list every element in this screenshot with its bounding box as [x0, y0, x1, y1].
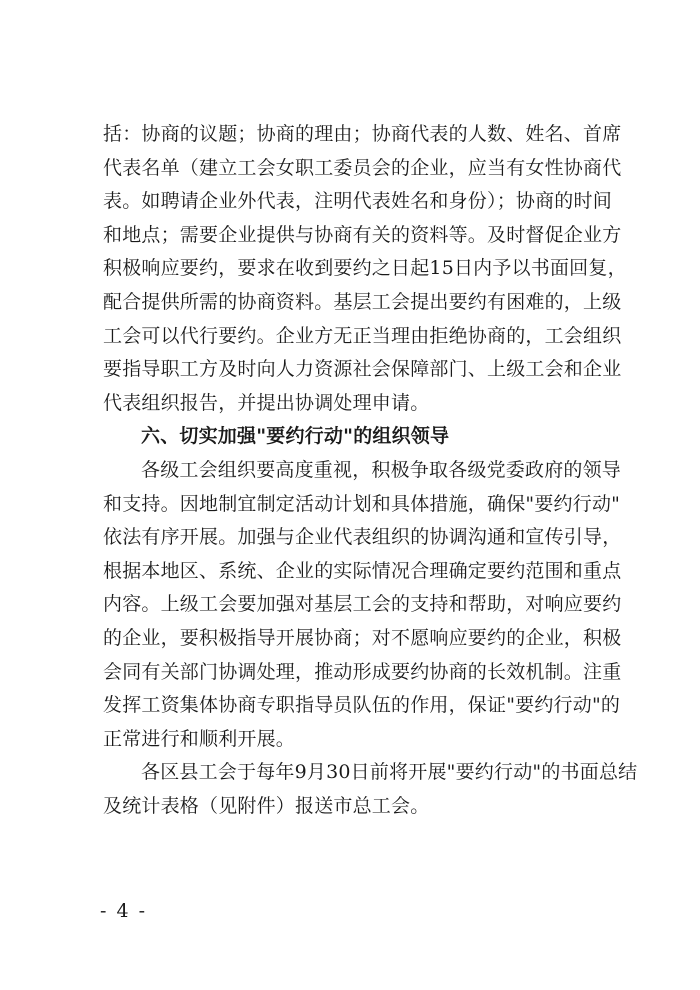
paragraph-line: 会同有关部门协调处理，推动形成要约协商的长效机制。注重 [103, 660, 622, 683]
paragraph-line: 代表名单（建立工会女职工委员会的企业，应当有女性协商代 [103, 156, 622, 179]
paragraph-line: 代表组织报告，并提出协调处理申请。 [103, 391, 430, 414]
paragraph-line: 括：协商的议题；协商的理由；协商代表的人数、姓名、首席 [103, 123, 622, 145]
paragraph-line: 正常进行和顺利开展。 [103, 727, 296, 750]
paragraph-line: 要指导职工方及时向人力资源社会保障部门、上级工会和企业 [103, 358, 622, 381]
paragraph-line: 工会可以代行要约。企业方无正当理由拒绝协商的，工会组织 [103, 324, 622, 347]
paragraph-line: 积极响应要约，要求在收到要约之日起15日内予以书面回复， [103, 257, 627, 280]
paragraph-line: 根据本地区、系统、企业的实际情况合理确定要约范围和重点 [103, 559, 622, 582]
paragraph-line: 和支持。因地制宜制定活动计划和具体措施，确保"要约行动" [103, 492, 621, 515]
paragraph-line: 的企业，要积极指导开展协商；对不愿响应要约的企业，积极 [103, 626, 622, 649]
section-heading: 六、切实加强"要约行动"的组织领导 [141, 425, 450, 448]
paragraph-line: 配合提供所需的协商资料。基层工会提出要约有困难的，上级 [103, 290, 622, 313]
paragraph-line: 表。如聘请企业外代表，注明代表姓名和身份）；协商的时间 [103, 190, 612, 213]
paragraph-line: 和地点；需要企业提供与协商有关的资料等。及时督促企业方 [103, 223, 622, 246]
paragraph-line: 各级工会组织要高度重视，积极争取各级党委政府的领导 [141, 458, 622, 481]
page-number: - 4 - [100, 900, 148, 922]
paragraph-line: 内容。上级工会要加强对基层工会的支持和帮助，对响应要约 [103, 593, 622, 616]
body-text [103, 118, 638, 823]
paragraph-line: 发挥工资集体协商专职指导员队伍的作用，保证"要约行动"的 [103, 694, 621, 717]
paragraph-line: 及统计表格（见附件）报送市总工会。 [103, 794, 430, 817]
paragraph-line: 各区县工会于每年9月30日前将开展"要约行动"的书面总结 [141, 761, 638, 784]
paragraph-line: 依法有序开展。加强与企业代表组织的协调沟通和宣传引导， [103, 526, 622, 549]
